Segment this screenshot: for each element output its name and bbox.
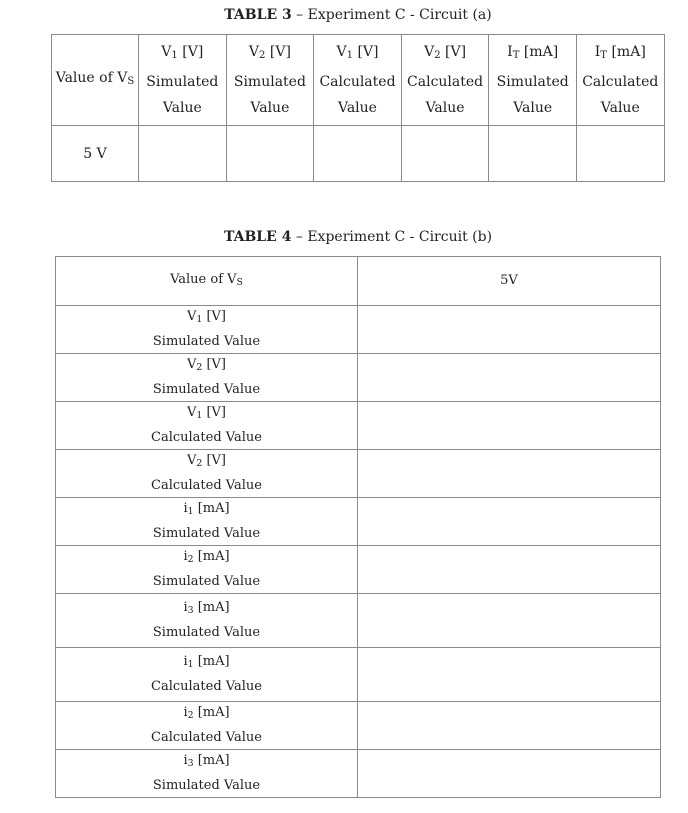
table3-empty-cell[interactable] [226,126,314,182]
table-row [56,306,661,354]
table3-header-cell: $V_2$ [V] Simulated Value [226,35,314,126]
table4-caption-label: TABLE 4 [223,229,292,245]
table-row [56,702,661,750]
table3-header-vs: Value of $V_S$ [52,35,139,126]
table4-empty-cell[interactable] [358,648,661,702]
table3-caption [14,6,688,24]
table4-empty-cell[interactable] [358,354,661,402]
table3-header-cell: $I_T$ [mA] Calculated Value [576,35,664,126]
table3-header-cell: $V_1$ [V] Simulated Value [139,35,227,126]
table4-header-vs: Value of $V_S$ [56,257,358,306]
table3-empty-cell[interactable] [401,126,489,182]
table3-caption-label: TABLE 3 [224,7,292,23]
table3 [51,34,665,182]
table-row [56,450,661,498]
table4-row-label: $V_2$ [V] Calculated Value [56,450,358,498]
table4-empty-cell[interactable] [358,306,661,354]
table3-row-label: 5 V [52,126,139,182]
table4-row-label: $i_3$ [mA] Simulated Value [56,750,358,798]
table-row [56,594,661,648]
table3-header-row [52,35,665,126]
table-row [56,498,661,546]
table3-caption-text: – Experiment C - Circuit (a) [291,7,492,23]
table3-header-cell: $V_2$ [V] Calculated Value [401,35,489,126]
table4-caption-text: – Experiment C - Circuit (b) [291,229,493,245]
table-row [56,354,661,402]
table4-empty-cell[interactable] [358,750,661,798]
table-row [56,648,661,702]
table4-row-label: $V_1$ [V] Calculated Value [56,402,358,450]
table4-row-label: $i_3$ [mA] Simulated Value [56,594,358,648]
table3-header-cell: $I_T$ [mA] Simulated Value [489,35,577,126]
table3-empty-cell[interactable] [576,126,664,182]
table3-empty-cell[interactable] [139,126,227,182]
table3-header-cell: $V_1$ [V] Calculated Value [314,35,402,126]
table3-empty-cell[interactable] [314,126,402,182]
table4-row-label: $V_2$ [V] Simulated Value [56,354,358,402]
table4-empty-cell[interactable] [358,702,661,750]
table4-empty-cell[interactable] [358,450,661,498]
table-row [56,750,661,798]
table4-header-row [56,257,661,306]
table4-empty-cell[interactable] [358,498,661,546]
table4-row-label: $i_1$ [mA] Calculated Value [56,648,358,702]
table3-empty-cell[interactable] [489,126,577,182]
table4-row-label: $i_2$ [mA] Simulated Value [56,546,358,594]
table4-header-value: 5V [358,257,661,306]
table4-empty-cell[interactable] [358,402,661,450]
table-row [56,546,661,594]
table4-empty-cell[interactable] [358,546,661,594]
table4-row-label: $i_2$ [mA] Calculated Value [56,702,358,750]
table3-data-row [52,126,665,182]
table4 [55,256,661,798]
table-row [56,402,661,450]
table4-caption [14,228,688,246]
table4-empty-cell[interactable] [358,594,661,648]
table4-row-label: $i_1$ [mA] Simulated Value [56,498,358,546]
table4-row-label: $V_1$ [V] Simulated Value [56,306,358,354]
